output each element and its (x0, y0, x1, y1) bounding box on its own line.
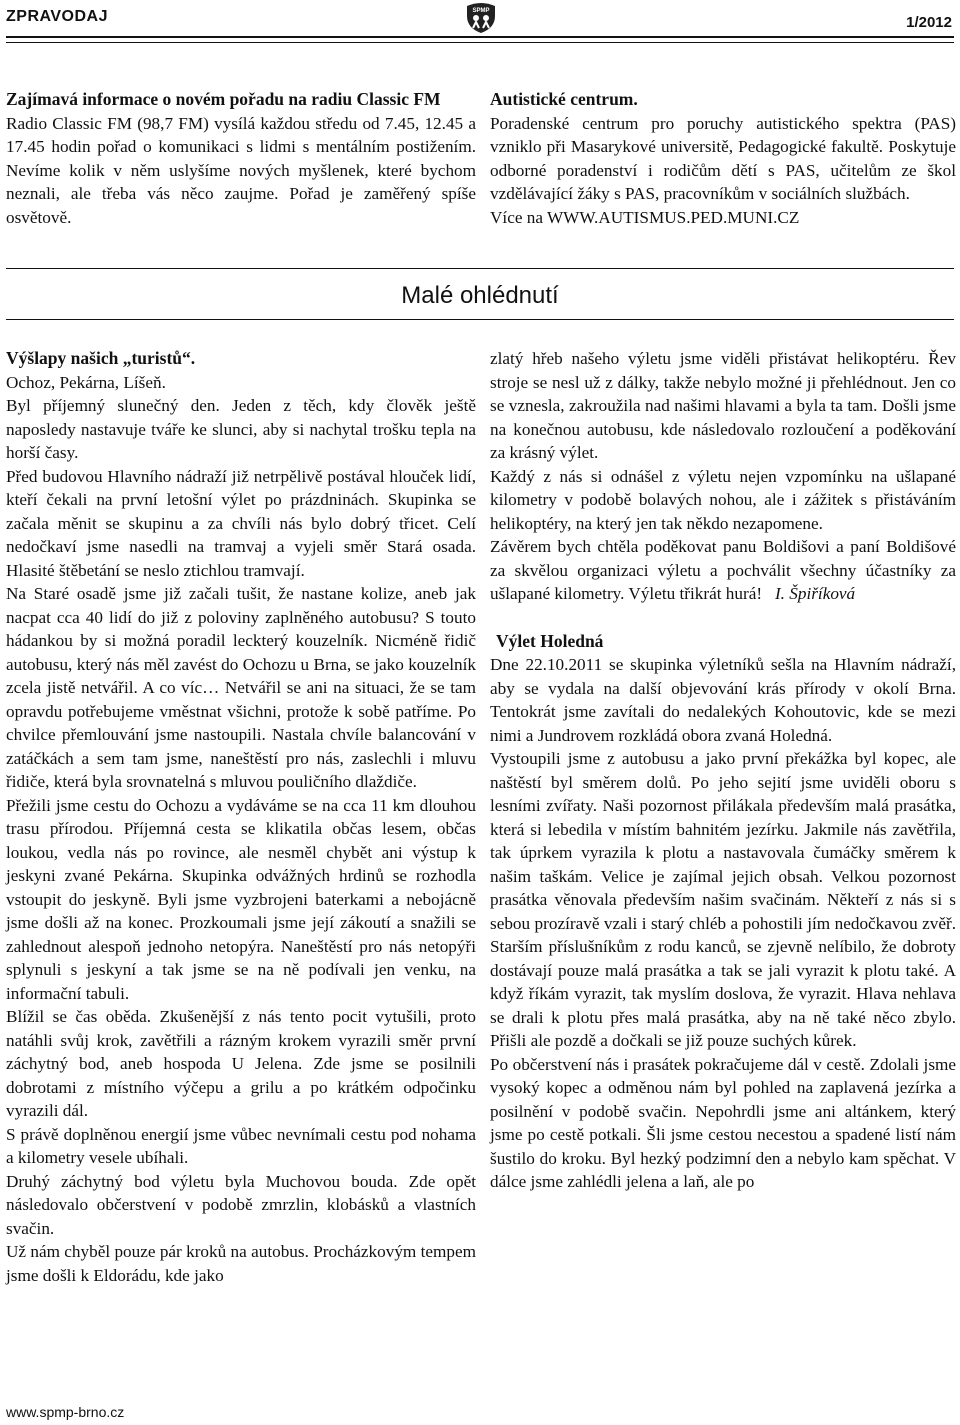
section-divider-bottom (6, 319, 954, 320)
paragraph: S právě doplněnou energií jsme vůbec nevnímali cestu pod nohama a kilometry vesele ubíhali. (6, 1124, 476, 1167)
header-rule (6, 36, 954, 43)
newsletter-title: ZPRAVODAJ (6, 8, 108, 25)
paragraph (490, 535, 956, 606)
autism-heading: Autistické centrum. (490, 89, 638, 109)
paragraph: Vystoupili jsme z autobusu a jako první překážka byl kopec, ale naštěstí byl směrem dolů. Po jeho sejití jsme uviděli oboru s lesními zvířaty. Naši pozornost přilákala především malá prasátka, která si lebedila v místím bahnitém jezírku. Jakmile nás zavětřila, tak úprkem vyrazila k plotu a nastavovala čumáčky směrem k našim taškám. Velice je zajímal jejich obsah. Velkou pozornost prasátka věnovala především našim svačinám. Někteří z nás si s sebou prozíravě vzali i starý chléb a pohostili jím nedočkavou zvěř. Starším příslušníkům z rodu kanců, se zjevně nelíbilo, že dobroty dostávají pouze malá prasátka a tak se jali vyrazit k plotu také. A když říkám vyrazit, tak myslím doslova, že vyrazit. Hlava nehlava se drali k plotu přes malá prasátka, aby na ně také něco zbylo. Přišli ale pozdě a dočkali se již pouze suchých kůrek. (490, 749, 956, 1050)
radio-heading: Zajímavá informace o novém pořadu na radiu Classic FM (6, 89, 441, 109)
radio-text: Radio Classic FM (98,7 FM) vysílá každou středu od 7.45, 12.45 a 17.45 hodin pořad o komunikaci s lidmi s mentálním postižením. Nevíme kolik v něm uslyšíme nových myšlenek, které bychom neznali, ale třeba vás něco zaujme. Pořad je zaměřený spíše osvětově. (6, 113, 476, 227)
page-header (0, 0, 960, 42)
logo-text: SPMP (472, 8, 490, 14)
paragraph: Po občerstvení nás i prasátek pokračujeme dál v cestě. Zdolali jsme vysoký kopec a odměnou nám byl pohled na zaplavená jezírka a posilnění v podobě svačin. Nepohrdli jsme ani altánkem, který jsme po cestě potkali. Šli jsme cestou necestou a spadené listí nám šustilo do kroku. Byl hezký podzimní den a nebylo kam spěchat. V dálce jsme zahlédli jelena a laň, ale po (490, 1054, 956, 1191)
autism-center-box (490, 88, 956, 229)
radio-info-box (6, 88, 476, 229)
section-divider-top (6, 268, 954, 269)
paragraph: zlatý hřeb našeho výletu jsme viděli přistávat helikoptéru. Řev stroje se nesl už z dálky, takže nebylo možné ji přehlédnout. Jen co se vznesla, zakroužila nad našimi hlavami a byla ta tam. Došli jsme na konečnou autobusu, kde následovalo rozloučení a poděkování za krásný výlet. (490, 349, 956, 462)
paragraph: Dne 22.10.2011 se skupinka výletníků sešla na Hlavním nádraží, aby se vydala na další objevování krás přírody v okolí Brna. Tentokrát jsme zavítali do nedalekých Kohoutovic, kde se mezi nimi a Jundrovem rozkládá obora zvaná Holedná. (490, 655, 956, 745)
article-heading: Výlet Holedná (496, 630, 604, 651)
author-signature: I. Špiříková (774, 584, 856, 603)
spacer (490, 606, 956, 630)
paragraph: Přežili jsme cestu do Ochozu a vydáváme se na cca 11 km dlouhou trasu přírodou. Příjemná cesta se klikatila občas lesem, občas loukou, vedla nás po rovince, ale nesměl chybět ani výstup k jeskyni zvané Pekárna. Skupinka odvážných hrdinů se rozhodla vstoupit do jeskyně. Byli jsme vyzbrojeni baterkami a nebojácně jsme došli až na konec. Prozkoumali jsme její zákoutí a snažili se zahlednout alespoň jednoho netopýra. Naneštěstí pro nás netopýři splynuli s jeskyní a tak jsme se na ně podívali jen venku, na informační tabuli. (6, 795, 476, 1003)
right-column (490, 347, 956, 1194)
article-hiking (6, 347, 476, 1287)
article-heading: Výšlapy našich „turistů“. (6, 348, 196, 368)
paragraph: Blížil se čas oběda. Zkušenější z nás tento pocit vytušili, proto natáhli svůj krok, zavětřili a rázným krokem vyrazili směr první záchytný bod, aneb hospoda U Jelena. Zde jsme se posilnili dobrotami z místního výčepu a grilu a po krátkém odpočinku vyrazili dál. (6, 1007, 476, 1120)
paragraph: Byl příjemný slunečný den. Jeden z těch, kdy člověk ještě naposledy nastavuje tváře ke slunci, aby si nachytal trošku tepla na horší časy. (6, 396, 476, 462)
footer-url[interactable]: www.spmp-brno.cz (6, 1404, 125, 1420)
autism-text: Poradenské centrum pro poruchy autistického spektra (PAS) vzniklo při Masarykové universitě, Pedagogické fakultě. Poskytuje odborné poradenství i rodičům dětí s PAS, učitelům ze škol vzdělávající žáky s PAS, pracovníkům v sociálních službách. (490, 113, 956, 203)
article-subtitle: Ochoz, Pekárna, Líšeň. (6, 372, 166, 392)
paragraph: Druhý záchytný bod výletu byla Muchovou bouda. Zde opět následovalo občerstvení v podobě zmrzlin, klobásků a vlastních svačin. (6, 1171, 476, 1238)
paragraph: Každý z nás si odnášel z výletu nejen vzpomínku na ušlapané kilometry v podobě bolavých nohou, ale i zážitek s přistáváním helikoptéry, na který jen tak někdo nezapomene. (490, 466, 956, 533)
paragraph: Před budovou Hlavního nádraží již netrpělivě postával hlouček lidí, kteří čekali na první letošní výlet po prázdninách. Skupinka se začala měnit se skupinu a za chvíli nás bylo dobrý třicet. Celí nedočkaví jsme nasedli na tramvaj a vyjeli směr Stará osada. Hlasité štěbetání se neslo ztichlou tramvají. (6, 466, 476, 580)
closing-text: Závěrem bych chtěla poděkovat panu Boldišovi a paní Boldišové za skvělou organizaci výletu a pochválit všechny účastníky za ušlapané kilometry. Výletu třikrát hurá! (490, 537, 956, 603)
paragraph: Na Staré osadě jsme již začali tušit, že nastane kolize, aneb jak nacpat cca 40 lidí do již z poloviny zaplněného autobusu? S touto hádankou by si možná poradil leckterý kouzelník. Nicméně řidič autobusu, který nás měl zavést do Ochozu u Brna, se jako kouzelník zcela jistě netvářil. A co víc… Netvářil se ani na situaci, že se tam opravdu potřebujeme vměstnat všichni, protože k sobě patříme. Po chvilce přemlouvání jsme nastoupili. Nastala chvíle balancování v zatáčkách a sem tam jsme, naneštěstí pro nás, zaslechli i mluvu řidiče, která byla srovnatelná s mluvou pouličního dlaždiče. (6, 584, 476, 791)
issue-number: 1/2012 (906, 14, 952, 31)
autism-link[interactable]: Více na WWW.AUTISMUS.PED.MUNI.CZ (490, 207, 800, 227)
spmp-logo-icon (464, 2, 498, 34)
section-title: Malé ohlédnutí (401, 282, 559, 309)
paragraph: Už nám chyběl pouze pár kroků na autobus. Procházkovým tempem jsme došli k Eldorádu, kde jako (6, 1242, 476, 1285)
